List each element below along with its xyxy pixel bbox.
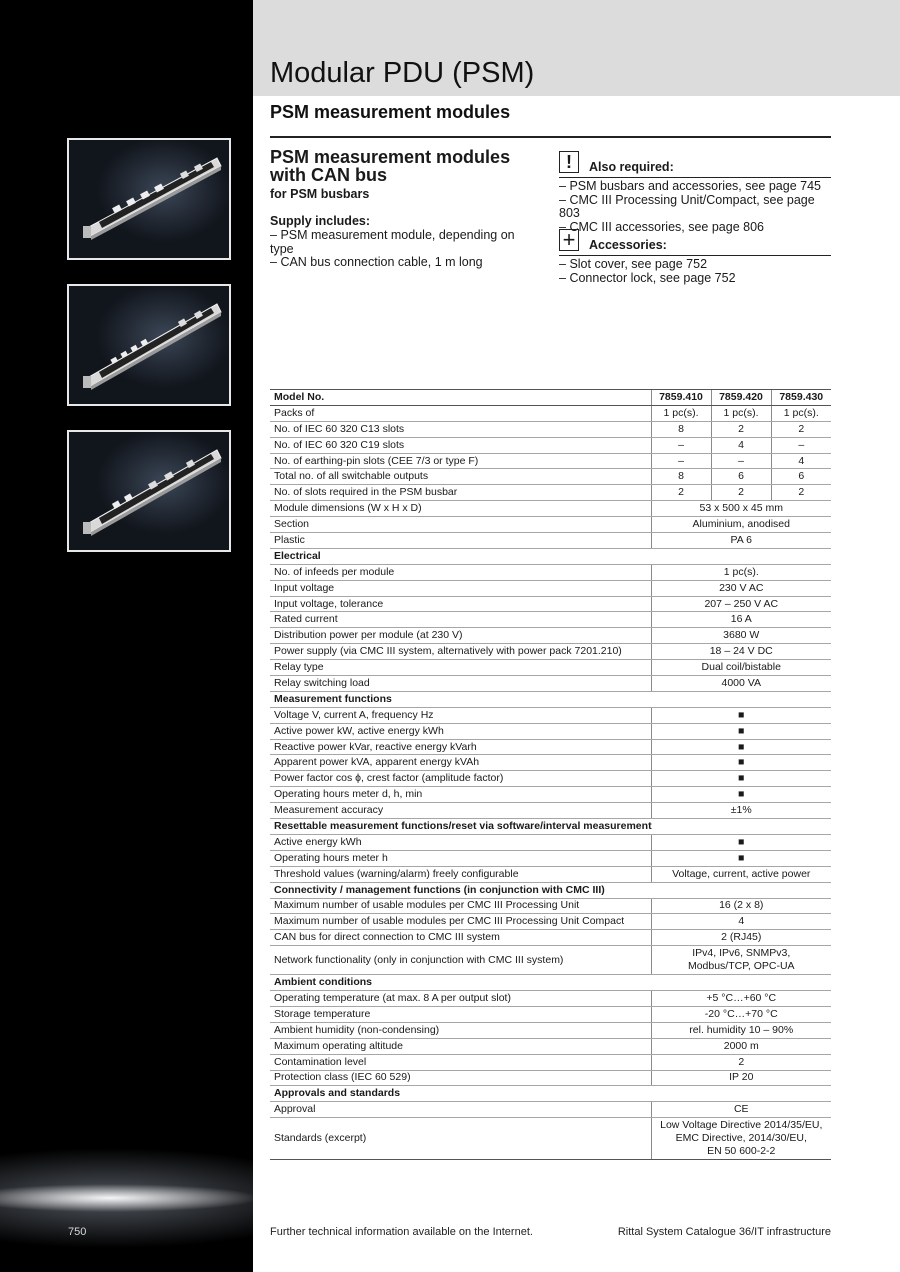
row-value: PA 6: [651, 533, 831, 549]
table-row: [270, 866, 831, 882]
row-label: Protection class (IEC 60 529): [270, 1070, 651, 1086]
row-value: –: [651, 437, 711, 453]
row-label: Operating hours meter h: [270, 850, 651, 866]
row-value: 4000 VA: [651, 676, 831, 692]
row-label: No. of infeeds per module: [270, 564, 651, 580]
table-row: [270, 771, 831, 787]
model-col-header: 7859.410: [651, 390, 711, 406]
row-value: rel. humidity 10 – 90%: [651, 1022, 831, 1038]
row-value: –: [651, 453, 711, 469]
row-value: 53 x 500 x 45 mm: [651, 501, 831, 517]
row-value: 2000 m: [651, 1038, 831, 1054]
square-bullet-icon: ■: [651, 771, 831, 787]
row-label: No. of IEC 60 320 C13 slots: [270, 421, 651, 437]
table-row: [270, 437, 831, 453]
table-row: [270, 930, 831, 946]
section-row: [270, 819, 831, 835]
accessories-title: Accessories:: [589, 238, 667, 252]
table-row: [270, 580, 831, 596]
row-value: 4: [771, 453, 831, 469]
row-value: 4: [651, 914, 831, 930]
square-bullet-icon: ■: [651, 755, 831, 771]
row-value: 6: [711, 469, 771, 485]
section-row: [270, 548, 831, 564]
row-label: Distribution power per module (at 230 V): [270, 628, 651, 644]
row-value: [651, 1118, 831, 1160]
row-label: Section: [270, 517, 651, 533]
section-row: [270, 975, 831, 991]
table-header: [270, 390, 831, 406]
row-label: Maximum number of usable modules per CMC III Processing Unit: [270, 898, 651, 914]
table-row: [270, 1070, 831, 1086]
list-item: – Slot cover, see page 752: [559, 258, 831, 272]
row-value: IP 20: [651, 1070, 831, 1086]
row-value: 6: [771, 469, 831, 485]
section-heading: Resettable measurement functions/reset via software/interval measurement: [270, 819, 831, 835]
row-value: 207 – 250 V AC: [651, 596, 831, 612]
row-label: Ambient humidity (non-condensing): [270, 1022, 651, 1038]
row-label: Maximum operating altitude: [270, 1038, 651, 1054]
row-label: Operating temperature (at max. 8 A per output slot): [270, 991, 651, 1007]
section-heading: Electrical: [270, 548, 831, 564]
supply-label: Supply includes:: [270, 214, 371, 228]
table-row: [270, 676, 831, 692]
plus-icon: +: [559, 229, 579, 251]
table-row: [270, 850, 831, 866]
list-item: – PSM busbars and accessories, see page 745: [559, 180, 831, 194]
table-row: [270, 644, 831, 660]
row-label: Rated current: [270, 612, 651, 628]
pdu-module-image: [69, 140, 229, 258]
model-no-header: Model No.: [270, 390, 651, 406]
row-label: Maximum number of usable modules per CMC III Processing Unit Compact: [270, 914, 651, 930]
row-label: Approval: [270, 1102, 651, 1118]
row-value: Aluminium, anodised: [651, 517, 831, 533]
table-row: [270, 834, 831, 850]
also-required-block: [559, 151, 831, 234]
table-header-row: [270, 390, 831, 406]
square-bullet-icon: ■: [651, 723, 831, 739]
table-row: [270, 755, 831, 771]
row-value: 16 (2 x 8): [651, 898, 831, 914]
row-label: No. of IEC 60 320 C19 slots: [270, 437, 651, 453]
table-row: [270, 803, 831, 819]
supply-list: [270, 229, 540, 270]
row-value: 3680 W: [651, 628, 831, 644]
page-number: 750: [68, 1226, 87, 1238]
list-item: – CMC III accessories, see page 806: [559, 221, 831, 235]
product-photo: [67, 284, 231, 406]
intro-block: [270, 148, 540, 270]
accessories-block: [559, 229, 831, 285]
table-row: [270, 501, 831, 517]
row-value: 1 pc(s).: [711, 405, 771, 421]
row-label: Active power kW, active energy kWh: [270, 723, 651, 739]
row-label: Relay switching load: [270, 676, 651, 692]
table-row: [270, 1022, 831, 1038]
table-row: [270, 1038, 831, 1054]
table-row: [270, 405, 831, 421]
row-label: Plastic: [270, 533, 651, 549]
row-value: +5 °C…+60 °C: [651, 991, 831, 1007]
pdu-module-image: [69, 286, 229, 404]
section-row: [270, 691, 831, 707]
table-row: [270, 723, 831, 739]
table-row: [270, 628, 831, 644]
row-value: 2 (RJ45): [651, 930, 831, 946]
row-label: Threshold values (warning/alarm) freely configurable: [270, 866, 651, 882]
pdu-module-image: [69, 432, 229, 550]
intro-heading-line: with CAN bus: [270, 165, 387, 185]
accessories-header: [559, 229, 831, 256]
value-line: Low Voltage Directive 2014/35/EU,: [660, 1119, 823, 1132]
row-value: 8: [651, 469, 711, 485]
row-label: Power factor cos ϕ, crest factor (amplitude factor): [270, 771, 651, 787]
table-row: [270, 517, 831, 533]
header-rule: [270, 136, 831, 138]
exclamation-icon: !: [559, 151, 579, 173]
row-label: Contamination level: [270, 1054, 651, 1070]
row-value: 2: [771, 485, 831, 501]
row-value: 16 A: [651, 612, 831, 628]
row-label: Module dimensions (W x H x D): [270, 501, 651, 517]
value-line: EMC Directive, 2014/30/EU,: [675, 1132, 807, 1145]
value-line: EN 50 600-2-2: [707, 1145, 776, 1158]
table-row: [270, 1118, 831, 1160]
row-value: 2: [771, 421, 831, 437]
table-row: [270, 421, 831, 437]
table-row: [270, 914, 831, 930]
row-value: ±1%: [651, 803, 831, 819]
row-value: 1 pc(s).: [651, 564, 831, 580]
footer-note: Further technical information available on the Internet.: [270, 1226, 533, 1238]
row-label: Input voltage, tolerance: [270, 596, 651, 612]
product-photo: [67, 138, 231, 260]
row-label: Standards (excerpt): [270, 1118, 651, 1160]
intro-subheading: for PSM busbars: [270, 187, 370, 201]
table-row: [270, 533, 831, 549]
row-value: 18 – 24 V DC: [651, 644, 831, 660]
row-label: Active energy kWh: [270, 834, 651, 850]
row-value: 2: [711, 421, 771, 437]
row-label: Packs of: [270, 405, 651, 421]
row-value: 1 pc(s).: [651, 405, 711, 421]
row-value: 2: [651, 485, 711, 501]
row-value: 1 pc(s).: [771, 405, 831, 421]
section-heading: Connectivity / management functions (in conjunction with CMC III): [270, 882, 831, 898]
row-label: Voltage V, current A, frequency Hz: [270, 707, 651, 723]
row-label: Network functionality (only in conjunction with CMC III system): [270, 946, 651, 975]
row-value: Voltage, current, active power: [651, 866, 831, 882]
row-label: Power supply (via CMC III system, alternatively with power pack 7201.210): [270, 644, 651, 660]
square-bullet-icon: ■: [651, 739, 831, 755]
row-value: CE: [651, 1102, 831, 1118]
row-label: Storage temperature: [270, 1006, 651, 1022]
row-value: 4: [711, 437, 771, 453]
section-heading: Measurement functions: [270, 691, 831, 707]
page-title: Modular PDU (PSM): [270, 57, 535, 89]
intro-heading: [270, 148, 540, 184]
table-row: [270, 991, 831, 1007]
row-label: Apparent power kVA, apparent energy kVAh: [270, 755, 651, 771]
table-row: [270, 485, 831, 501]
row-value: Dual coil/bistable: [651, 660, 831, 676]
model-col-header: 7859.430: [771, 390, 831, 406]
row-label: Operating hours meter d, h, min: [270, 787, 651, 803]
table-row: [270, 660, 831, 676]
table-row: [270, 596, 831, 612]
row-label: No. of earthing-pin slots (CEE 7/3 or type F): [270, 453, 651, 469]
value-line: IPv4, IPv6, SNMPv3,: [692, 947, 791, 960]
square-bullet-icon: ■: [651, 707, 831, 723]
row-value: –: [711, 453, 771, 469]
table-row: [270, 898, 831, 914]
row-value: –: [771, 437, 831, 453]
table-row: [270, 564, 831, 580]
table-row: [270, 612, 831, 628]
row-value: 8: [651, 421, 711, 437]
row-label: Measurement accuracy: [270, 803, 651, 819]
value-line: Modbus/TCP, OPC-UA: [687, 960, 795, 973]
section-title: PSM measurement modules: [270, 102, 511, 122]
row-label: Total no. of all switchable outputs: [270, 469, 651, 485]
table-row: [270, 707, 831, 723]
square-bullet-icon: ■: [651, 787, 831, 803]
also-required-header: [559, 151, 831, 178]
table-row: [270, 453, 831, 469]
section-heading: Ambient conditions: [270, 975, 831, 991]
also-required-title: Also required:: [589, 160, 674, 174]
square-bullet-icon: ■: [651, 850, 831, 866]
accessories-list: [559, 258, 831, 285]
row-label: No. of slots required in the PSM busbar: [270, 485, 651, 501]
row-label: Input voltage: [270, 580, 651, 596]
square-bullet-icon: ■: [651, 834, 831, 850]
row-label: Relay type: [270, 660, 651, 676]
row-value: -20 °C…+70 °C: [651, 1006, 831, 1022]
row-label: CAN bus for direct connection to CMC III system: [270, 930, 651, 946]
row-value: 230 V AC: [651, 580, 831, 596]
section-row: [270, 1086, 831, 1102]
intro-heading-line: PSM measurement modules: [270, 147, 511, 167]
table-row: [270, 787, 831, 803]
table-row: [270, 469, 831, 485]
table-row: [270, 946, 831, 975]
table-row: [270, 1102, 831, 1118]
model-col-header: 7859.420: [711, 390, 771, 406]
row-label: Reactive power kVar, reactive energy kVarh: [270, 739, 651, 755]
list-item: – CAN bus connection cable, 1 m long: [270, 256, 540, 270]
row-value: 2: [651, 1054, 831, 1070]
table-body: [270, 405, 831, 1159]
table-row: [270, 739, 831, 755]
section-heading: Approvals and standards: [270, 1086, 831, 1102]
list-item: – PSM measurement module, depending on type: [270, 229, 540, 256]
list-item: – Connector lock, see page 752: [559, 272, 831, 286]
footer-catalog: Rittal System Catalogue 36/IT infrastructure: [617, 1226, 831, 1238]
also-required-list: [559, 180, 831, 234]
row-value: [651, 946, 831, 975]
list-item: – CMC III Processing Unit/Compact, see page 803: [559, 194, 831, 221]
table-row: [270, 1054, 831, 1070]
spec-table: [270, 389, 831, 1160]
section-row: [270, 882, 831, 898]
product-photo: [67, 430, 231, 552]
row-value: 2: [711, 485, 771, 501]
table-row: [270, 1006, 831, 1022]
